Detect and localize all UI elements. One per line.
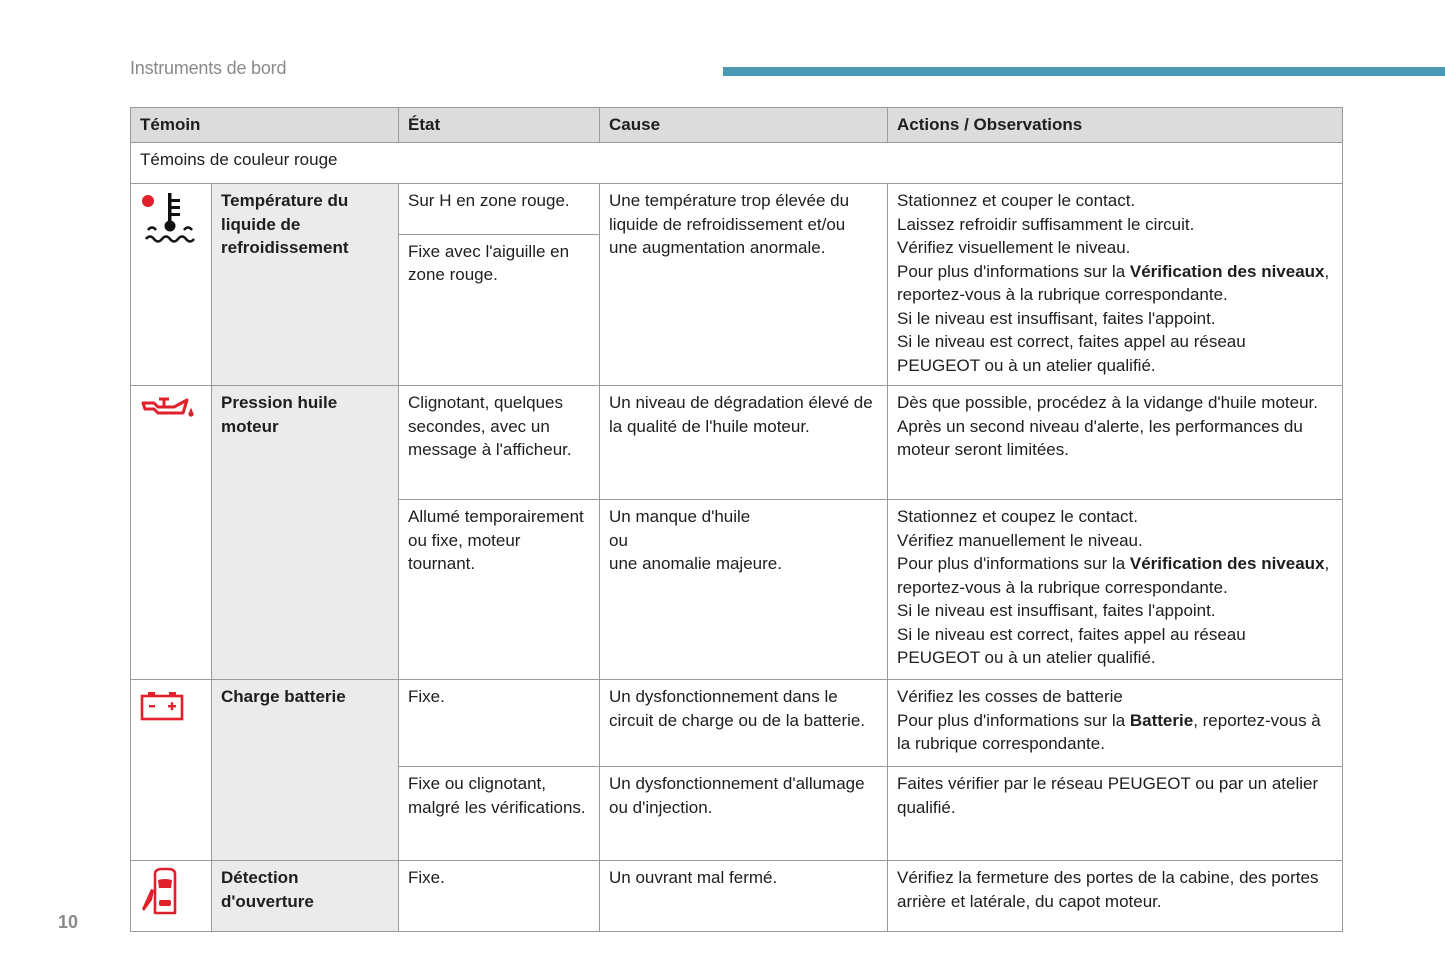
cause-line: Un manque d'huile [609, 507, 751, 526]
action-line: Vérifiez manuellement le niveau. [897, 530, 1143, 550]
action-line: Si le niveau est insuffisant, faites l'appoint. [897, 601, 1216, 620]
oil-pressure-icon [140, 391, 196, 428]
actions-cell [888, 861, 1343, 932]
action-line: Laissez refroidir suffisamment le circuit. [897, 214, 1195, 234]
door-open-icon [140, 866, 180, 923]
reference-link-verification-niveaux[interactable]: Vérification des niveaux [1129, 554, 1325, 573]
coolant-temperature-icon [140, 189, 202, 252]
actions-cell [888, 500, 1343, 680]
cause-cell: Une température trop élevée du liquide de refroidissement et/ou une augmentation anormale. [600, 184, 888, 386]
page-number: 10 [58, 912, 79, 932]
icon-cell [131, 386, 212, 680]
warning-lights-table [130, 107, 1343, 932]
table-header-row [131, 108, 1343, 143]
cause-cell: Un ouvrant mal fermé. [600, 861, 888, 932]
state-cell: Clignotant, quelques secondes, avec un message à l'afficheur. [399, 386, 600, 500]
icon-cell [131, 861, 212, 932]
action-line-reference [897, 552, 1333, 599]
action-line: Si le niveau est correct, faites appel au réseau PEUGEOT ou à un atelier qualifié. [897, 332, 1246, 375]
state-cell: Allumé temporairement ou fixe, moteur tournant. [399, 500, 600, 680]
action-line: Vérifiez la fermeture des portes de la cabine, des portes arrière et latérale, du capot moteur. [897, 868, 1319, 911]
warning-name: Température du liquide de refroidissement [212, 184, 399, 386]
column-header-cause: Cause [600, 108, 888, 143]
action-line: Stationnez et coupez le contact. [897, 507, 1139, 526]
table-row [131, 184, 1343, 235]
column-header-actions: Actions / Observations [888, 108, 1343, 143]
actions-cell [888, 767, 1343, 861]
reference-text: Pour plus d'informations sur la [897, 710, 1130, 730]
column-header-etat: État [399, 108, 600, 143]
state-cell: Fixe ou clignotant, malgré les vérifications. [399, 767, 600, 861]
table-row [131, 680, 1343, 767]
action-line: Si le niveau est insuffisant, faites l'appoint. [897, 308, 1216, 328]
cause-line: une anomalie majeure. [609, 554, 782, 573]
state-cell: Fixe avec l'aiguille en zone rouge. [399, 234, 600, 386]
state-cell: Sur H en zone rouge. [399, 184, 600, 235]
action-line: Stationnez et couper le contact. [897, 191, 1136, 210]
reference-text: , reportez-vous à la rubrique correspondante. [897, 710, 1321, 753]
table-row [131, 861, 1343, 932]
battery-icon [140, 691, 184, 728]
actions-cell [888, 680, 1343, 767]
actions-cell [888, 184, 1343, 386]
action-line-reference [897, 709, 1333, 756]
column-header-temoin: Témoin [131, 108, 399, 143]
warning-name: Détection d'ouverture [212, 861, 399, 932]
reference-text: Pour plus d'informations sur la [897, 261, 1130, 281]
reference-text: Pour plus d'informations sur la [897, 554, 1130, 573]
subheading-red-lights: Témoins de couleur rouge [131, 143, 1343, 184]
action-line: Après un second niveau d'alerte, les performances du moteur seront limitées. [897, 416, 1303, 459]
actions-cell [888, 386, 1343, 500]
cause-cell: Un dysfonctionnement d'allumage ou d'injection. [600, 767, 888, 861]
header-accent-bar [723, 67, 1445, 76]
action-line: Dès que possible, procédez à la vidange d'huile moteur. [897, 393, 1318, 412]
subheading-row [131, 143, 1343, 184]
reference-text: , reportez-vous à la rubrique correspondante. [897, 554, 1330, 597]
cause-cell: Un niveau de dégradation élevé de la qualité de l'huile moteur. [600, 386, 888, 500]
action-line: Si le niveau est correct, faites appel au réseau PEUGEOT ou à un atelier qualifié. [897, 624, 1246, 667]
reference-link-batterie[interactable]: Batterie [1129, 710, 1194, 730]
reference-text: , reportez-vous à la rubrique correspondante. [897, 261, 1330, 304]
cause-line: ou [609, 530, 628, 550]
state-cell: Fixe. [399, 680, 600, 767]
cause-cell: Un dysfonctionnement dans le circuit de charge ou de la batterie. [600, 680, 888, 767]
cause-cell [600, 500, 888, 680]
icon-cell [131, 184, 212, 386]
action-line-reference [897, 260, 1333, 307]
icon-cell [131, 680, 212, 861]
action-line: Vérifiez les cosses de batterie [897, 687, 1123, 706]
reference-link-verification-niveaux[interactable]: Vérification des niveaux [1129, 261, 1325, 281]
section-title: Instruments de bord [130, 58, 287, 78]
action-line: Vérifiez visuellement le niveau. [897, 238, 1131, 257]
state-cell: Fixe. [399, 861, 600, 932]
action-line: Faites vérifier par le réseau PEUGEOT ou par un atelier qualifié. [897, 774, 1319, 817]
warning-name: Charge batterie [212, 680, 399, 861]
warning-name: Pression huile moteur [212, 386, 399, 680]
table-row [131, 386, 1343, 500]
